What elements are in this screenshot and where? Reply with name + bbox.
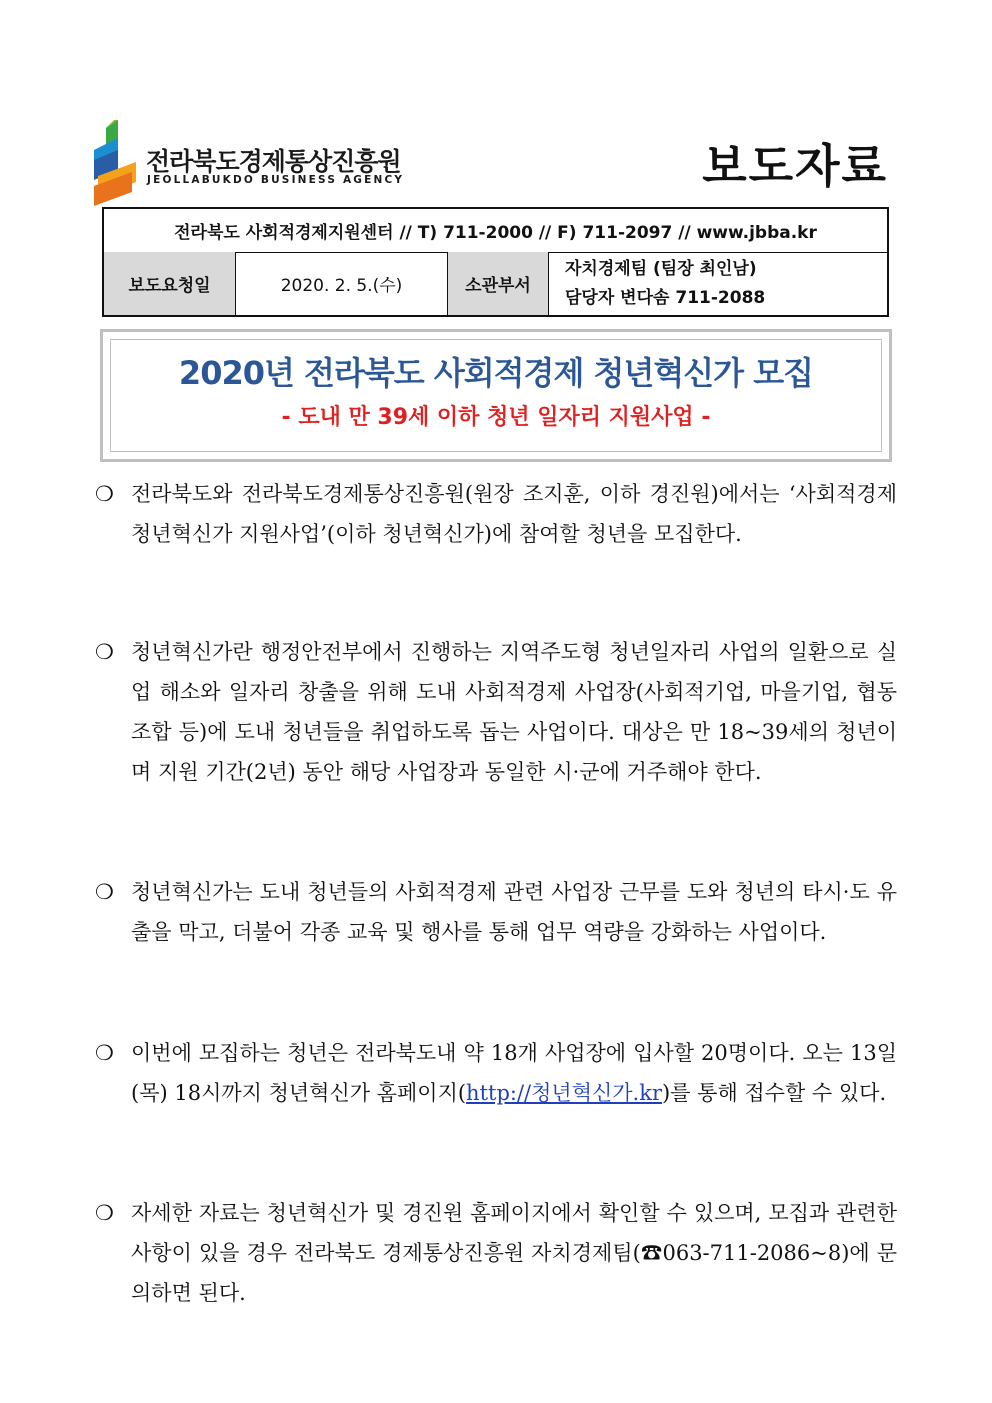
org-logo-mark-icon — [92, 120, 138, 206]
bullet-icon: ❍ — [95, 1041, 114, 1065]
paragraph-text: 전라북도와 전라북도경제통상진흥원(원장 조지훈, 이하 경진원)에서는 ‘사회적경제 청년혁신가 지원사업’(이하 청년혁신가)에 참여할 청년을 모집한다. — [131, 482, 897, 546]
bullet-icon: ❍ — [95, 1201, 114, 1225]
department-value — [549, 252, 887, 315]
paragraph-4 — [95, 1033, 897, 1113]
bullet-icon: ❍ — [95, 880, 114, 904]
bullet-icon: ❍ — [95, 482, 114, 506]
document-type-title: 보도자료 — [702, 139, 888, 193]
org-name: 전라북도경제통상진흥원 — [146, 147, 401, 176]
paragraph-text: 청년혁신가는 도내 청년들의 사회적경제 관련 사업장 근무를 도와 청년의 타시·도 유출을 막고, 더불어 각종 교육 및 행사를 통해 업무 역량을 강화하는 사업이다. — [131, 880, 897, 944]
release-date-label: 보도요청일 — [104, 252, 236, 315]
homepage-link[interactable]: http://청년혁신가.kr — [466, 1081, 662, 1105]
paragraph-5 — [95, 1193, 897, 1313]
headline-title: 2020년 전라북도 사회적경제 청년혁신가 모집 — [178, 354, 814, 392]
release-date-value: 2020. 2. 5.(수) — [236, 252, 448, 315]
org-name-english: JEOLLABUKDO BUSINESS AGENCY — [147, 174, 405, 186]
paragraph-text: 청년혁신가란 행정안전부에서 진행하는 지역주도형 청년일자리 사업의 일환으로 실업 해소와 일자리 창출을 위해 도내 사회적경제 사업장(사회적기업, 마을기업, 협동조합 등)에 도내 청년들을 취업하도록 돕는 사업이다. 대상은 만 18~39세의 청년이며 지원 기간(2년) 동안 해당 사업장과 동일한 시·군에 거주해야 한다. — [131, 640, 897, 784]
paragraph-text: 자세한 자료는 청년혁신가 및 경진원 홈페이지에서 확인할 수 있으며, 모집과 관련한 사항이 있을 경우 전라북도 경제통상진흥원 자치경제팀(☎063-711-2086~8)에 문의하면 된다. — [131, 1201, 897, 1305]
contact-line: 전라북도 사회적경제지원센터 // T) 711-2000 // F) 711-2097 // www.jbba.kr — [104, 209, 887, 253]
department-team: 자치경제팀 (팀장 최인남) — [565, 258, 757, 279]
paragraph-2 — [95, 632, 897, 792]
org-logo — [92, 120, 405, 206]
bullet-icon: ❍ — [95, 640, 114, 664]
paragraph-text-after-link: )를 통해 접수할 수 있다. — [662, 1081, 887, 1105]
press-info-table — [102, 207, 889, 317]
paragraph-text-before-link: 이번에 모집하는 청년은 전라북도내 약 18개 사업장에 입사할 20명이다. 오는 13일(목) 18시까지 청년혁신가 홈페이지( — [131, 1041, 897, 1105]
headline-box — [100, 329, 892, 462]
paragraph-1 — [95, 474, 897, 554]
paragraph-3 — [95, 872, 897, 952]
department-label: 소관부서 — [448, 252, 549, 315]
paragraph-text — [131, 1033, 897, 1113]
headline-subtitle: - 도내 만 39세 이하 청년 일자리 지원사업 - — [281, 405, 711, 430]
department-contact: 담당자 변다솜 711-2088 — [565, 287, 766, 308]
